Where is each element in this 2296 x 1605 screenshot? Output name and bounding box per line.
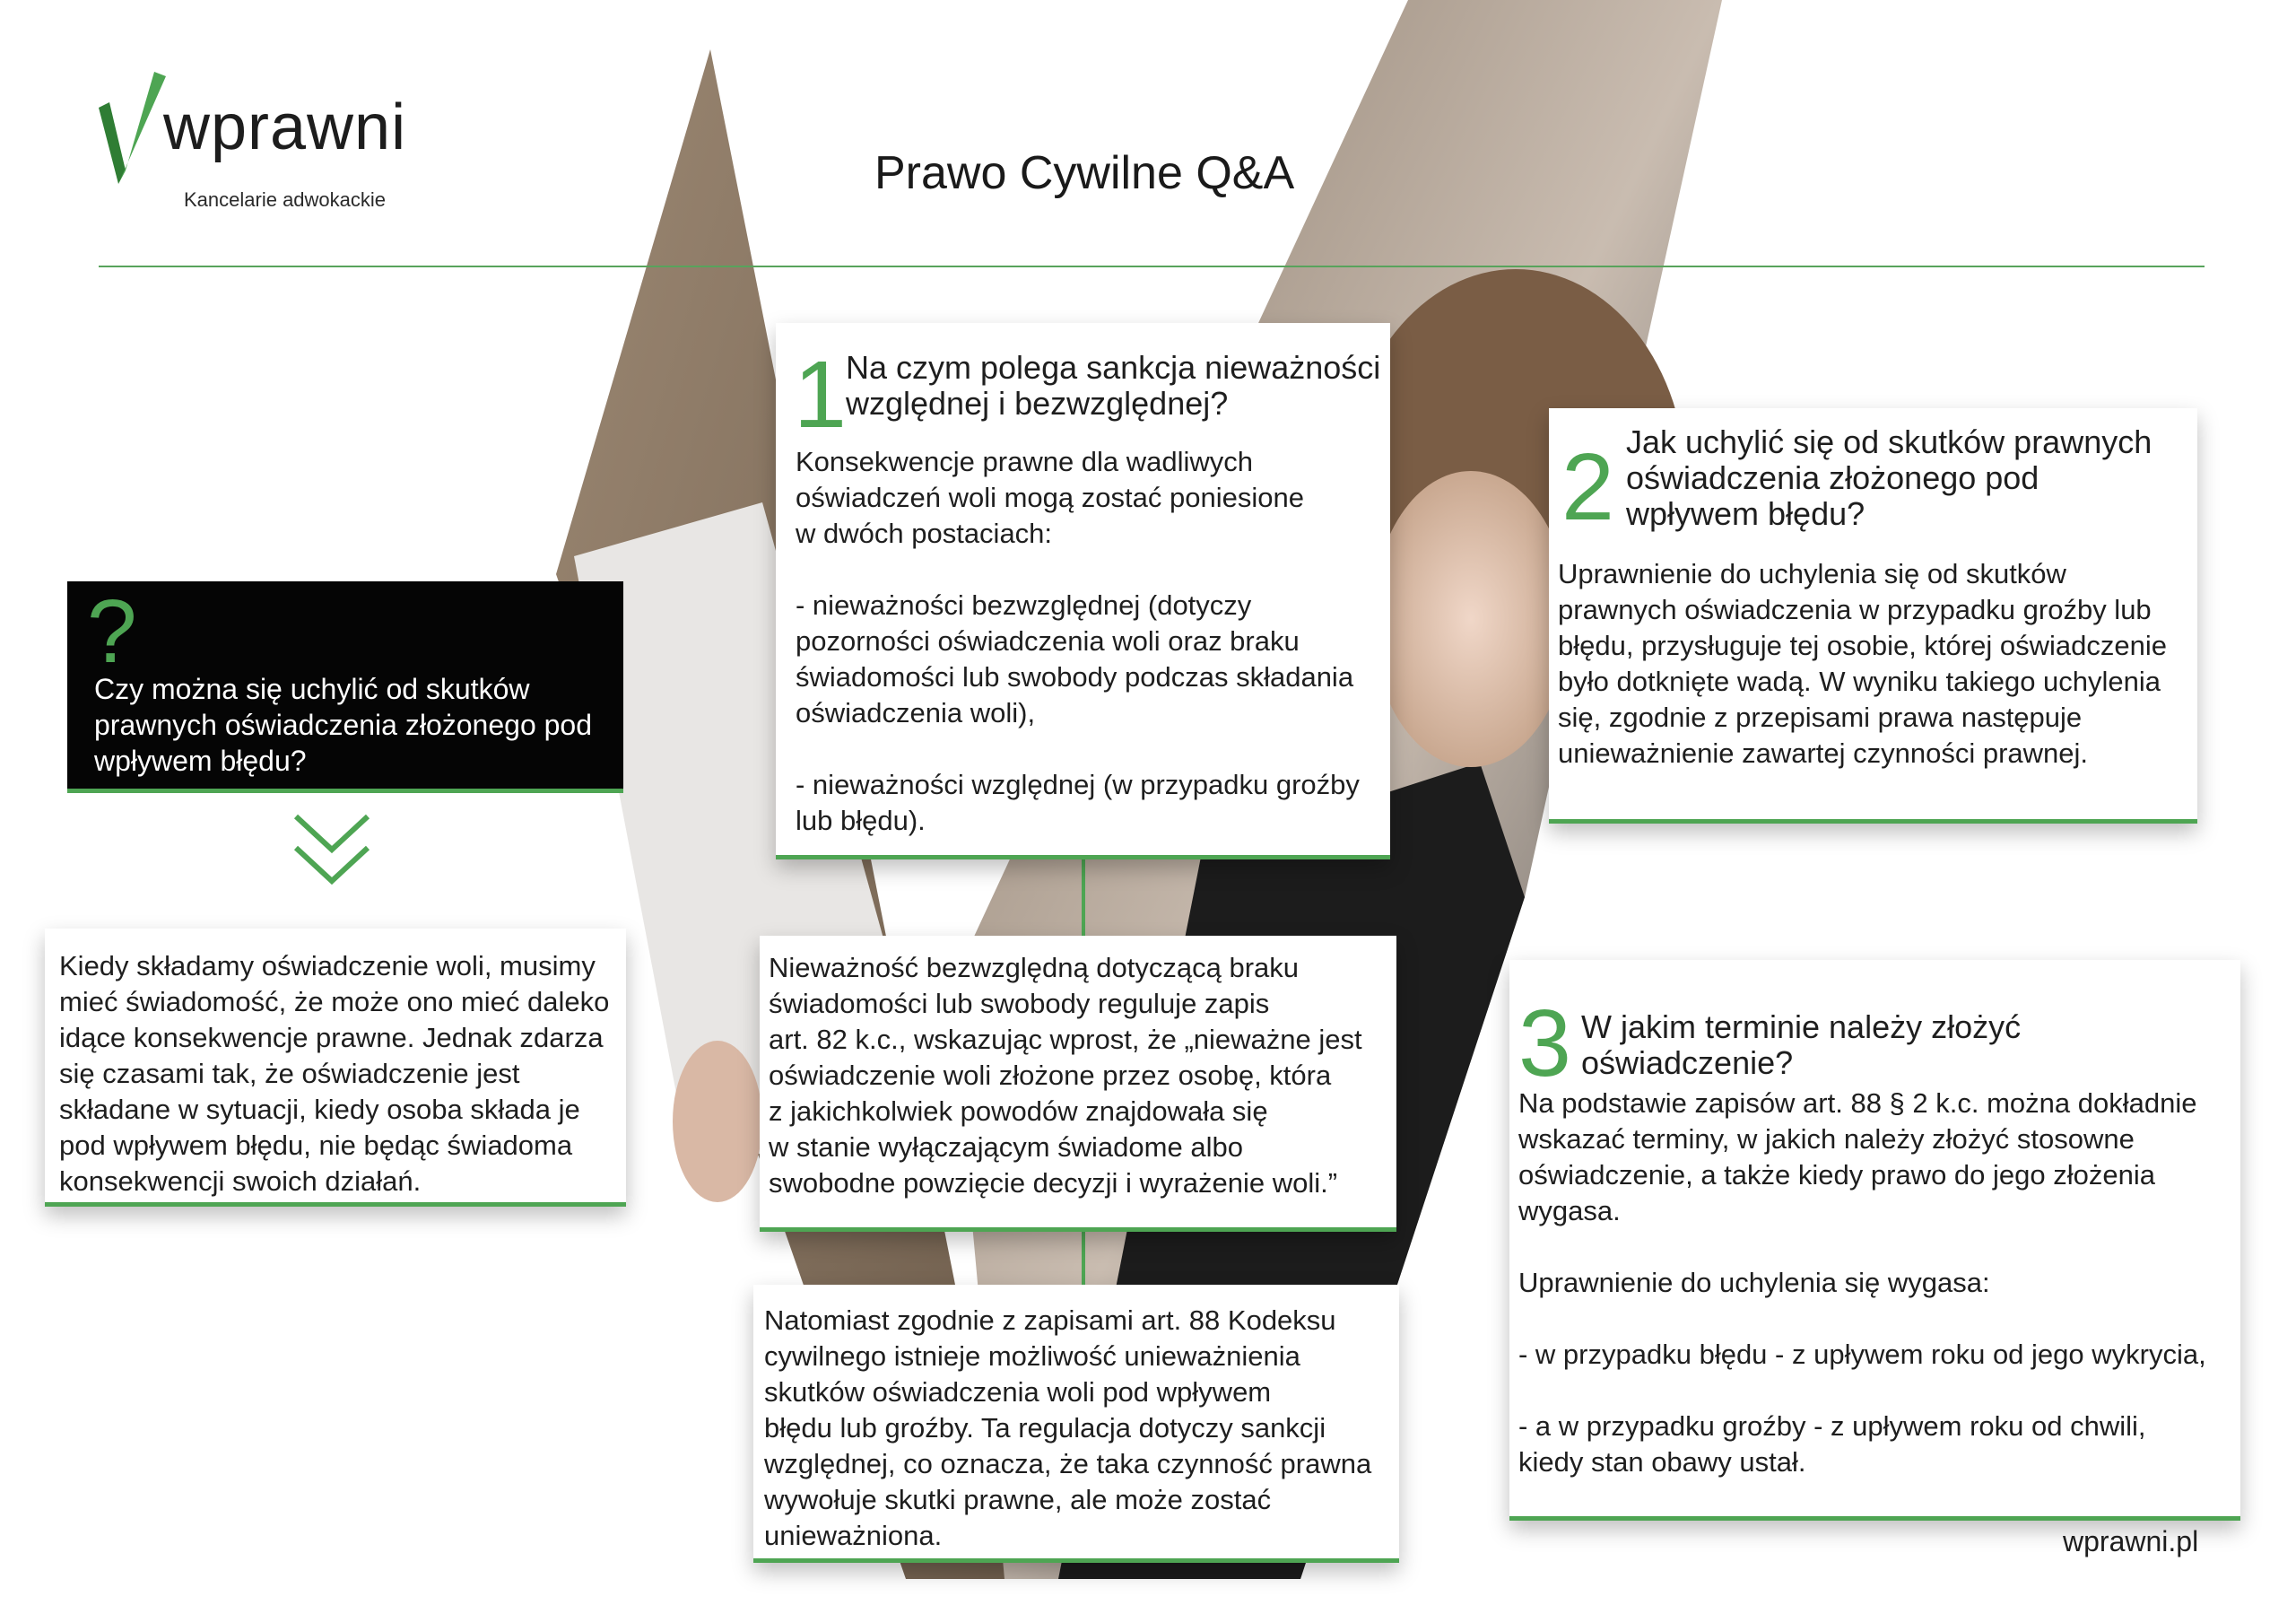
logo-tagline: Kancelarie adwokackie xyxy=(184,188,387,211)
card-number-2: 2 xyxy=(1561,434,1614,540)
card-question-3: W jakim terminie należy złożyć oświadczenie? xyxy=(1581,1008,2022,1081)
card-answer-2: Uprawnienie do uchylenia się od skutków prawnych oświadczenia w przypadku groźby lub błędu, przysługuje tej osobie, której oświadczenie było dotknięte wadą. W wyniku takiego uchylenia się, zgodnie z przepisami prawa następuje unieważnienie zawartej czynności prawnej. xyxy=(1558,558,2167,769)
page-title: Prawo Cywilne Q&A xyxy=(874,147,1295,199)
detail-text-1: Nieważność bezwzględną dotyczącą braku świadomości lub swobody reguluje zapis art. 82 k.c., wskazując wprost, że „nieważne jest oświadczenie woli złożone przez osobę, która z jakichkolwiek powodów znajdowała się w stanie wyłączającym świadome albo swobodne powzięcie decyzji i wyrażenie woli.” xyxy=(769,952,1362,1199)
question-mark-icon: ? xyxy=(87,581,137,682)
website-link[interactable]: wprawni.pl xyxy=(2063,1525,2199,1557)
card-number-1: 1 xyxy=(794,342,847,448)
qa-card-1 xyxy=(776,323,1390,859)
double-chevron-down-icon xyxy=(291,812,372,888)
question-card xyxy=(67,581,623,793)
intro-card xyxy=(45,929,626,1207)
card-question-2: Jak uchylić się od skutków prawnych oświadczenia złożonego pod wpływem błędu? xyxy=(1626,423,2152,532)
card-number-3: 3 xyxy=(1518,990,1571,1096)
detail-card-1 xyxy=(760,936,1396,1232)
logo-check-icon xyxy=(99,72,166,184)
question-text: Czy można się uchylić od skutków prawnych oświadczenia złożonego pod wpływem błędu? xyxy=(94,673,593,777)
connector-line-1 xyxy=(1082,857,1085,938)
qa-card-3 xyxy=(1509,960,2240,1521)
header-divider xyxy=(99,266,2205,267)
detail-text-2: Natomiast zgodnie z zapisami art. 88 Kodeksu cywilnego istnieje możliwość unieważnienia skutków oświadczenia woli pod wpływem błędu lub groźby. Ta regulacja dotyczy sankcji względnej, co oznacza, że taka czynność prawna wywołuje skutki prawne, ale może zostać unieważniona. xyxy=(764,1304,1372,1551)
logo-wordmark: wprawni xyxy=(163,92,407,163)
card-answer-3: Na podstawie zapisów art. 88 § 2 k.c. można dokładnie wskazać terminy, w jakich należy złożyć stosowne oświadczenie, a także kiedy prawo do jego złożenia wygasa. Uprawnienie do uchylenia się wygasa: - w przypadku błędu - z upływem roku od jego wykrycia, - a w przypadku groźby - z upływem roku od chwili, kiedy stan obawy ustał. xyxy=(1518,1087,2206,1478)
card-answer-1: Konsekwencje prawne dla wadliwych oświadczeń woli mogą zostać poniesione w dwóch postaciach: - nieważności bezwzględnej (dotyczy pozorności oświadczenia woli oraz braku świadomości lub swobody podczas składania oświadczenia woli), - nieważności względnej (w przypadku groźby lub błędu). xyxy=(796,446,1360,836)
qa-card-2 xyxy=(1549,408,2197,824)
detail-card-2 xyxy=(753,1285,1399,1563)
brand-logo[interactable] xyxy=(99,72,422,215)
intro-text: Kiedy składamy oświadczenie woli, musimy mieć świadomość, że może ono mieć daleko idące konsekwencje prawne. Jednak zdarza się czasami tak, że oświadczenie jest składane w sytuacji, kiedy osoba składa je pod wpływem błędu, nie będąc świadoma konsekwencji swoich działań. xyxy=(59,950,610,1197)
connector-line-2 xyxy=(1082,1229,1085,1285)
card-question-1: Na czym polega sankcja nieważności względnej i bezwzględnej? xyxy=(846,349,1381,422)
